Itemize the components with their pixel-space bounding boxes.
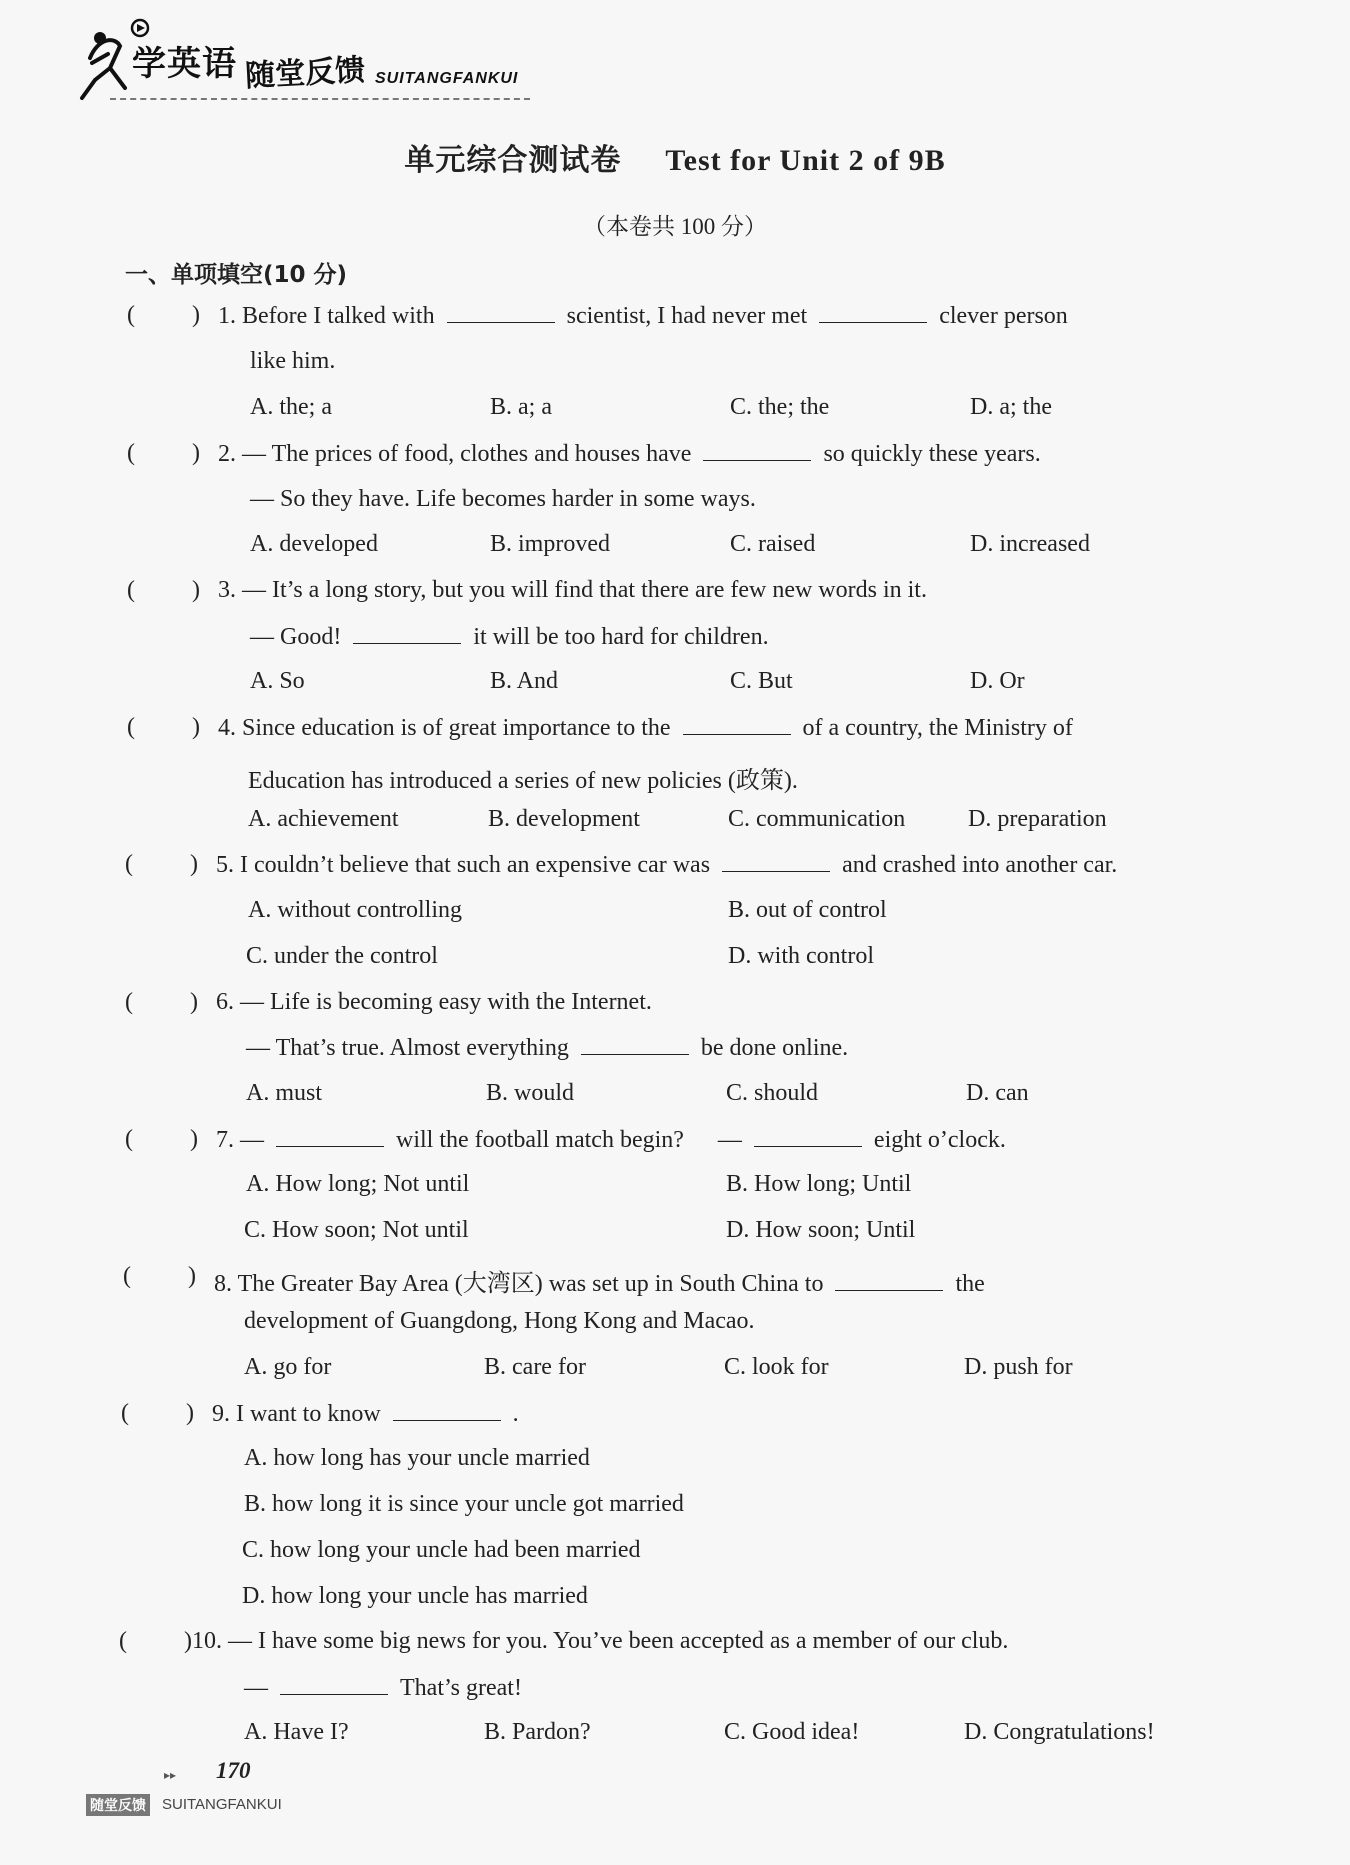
- question-text: The Greater Bay Area (大湾区) was set up in South China to: [237, 1271, 824, 1297]
- question-text: Since education is of great importance to the: [242, 715, 671, 741]
- answer-paren-open: (: [121, 1400, 129, 1426]
- option-c: C. how long your uncle had been married: [242, 1537, 641, 1563]
- answer-paren-open: (: [123, 1263, 131, 1289]
- question-number: 5.: [216, 852, 234, 878]
- question-3: [218, 577, 927, 604]
- option-a: A. without controlling: [248, 897, 462, 923]
- question-number: 9.: [212, 1401, 230, 1427]
- answer-paren-close: ): [192, 577, 200, 603]
- blank: [683, 714, 791, 735]
- option-c: C. raised: [730, 531, 816, 557]
- option-b: B. improved: [490, 531, 610, 557]
- section-heading: 一、单项填空(10 分): [125, 262, 348, 288]
- option-d: D. can: [966, 1080, 1029, 1106]
- option-a: A. Have I?: [244, 1719, 349, 1745]
- score-note: （本卷共 100 分）: [583, 214, 767, 239]
- option-c: C. communication: [728, 806, 906, 832]
- answer-paren-close: ): [190, 1126, 198, 1152]
- option-c: C. under the control: [246, 943, 438, 969]
- question-text: I want to know: [236, 1401, 381, 1427]
- question-text: — The prices of food, clothes and houses have: [242, 441, 692, 467]
- answer-paren-open: (: [127, 440, 135, 466]
- answer-paren-close: ): [192, 440, 200, 466]
- answer-paren-close: ): [192, 302, 200, 328]
- option-d: D. push for: [964, 1354, 1073, 1380]
- double-arrow-icon: ▸▸: [164, 1768, 177, 1782]
- option-a: A. go for: [244, 1354, 332, 1380]
- question-text: it will be too hard for children.: [473, 624, 769, 650]
- blank: [280, 1674, 388, 1695]
- option-d: D. preparation: [968, 806, 1107, 832]
- option-c: C. Good idea!: [724, 1719, 860, 1745]
- option-d: D. with control: [728, 943, 874, 969]
- question-number: )10.: [184, 1628, 222, 1654]
- question-text: —: [717, 1127, 742, 1153]
- option-c: C. look for: [724, 1354, 829, 1380]
- question-number: 2.: [218, 441, 236, 467]
- option-c: C. the; the: [730, 394, 830, 420]
- question-text: be done online.: [700, 1035, 849, 1061]
- blank: [835, 1270, 943, 1291]
- page-number: 170: [216, 1758, 251, 1783]
- blank: [703, 440, 811, 461]
- question-text: like him.: [250, 348, 336, 374]
- footer-tag: 随堂反馈: [86, 1794, 150, 1816]
- option-a: A. developed: [250, 531, 378, 557]
- question-text: .: [512, 1401, 519, 1427]
- option-a: A. how long has your uncle married: [244, 1445, 590, 1471]
- answer-paren-open: (: [125, 851, 133, 877]
- answer-paren-close: ): [190, 851, 198, 877]
- page-footer: [86, 1758, 386, 1838]
- question-10-line-2: [244, 1674, 522, 1702]
- question-text: Before I talked with: [242, 303, 435, 329]
- question-6-line-2: [246, 1034, 848, 1062]
- question-text: — That’s true. Almost everything: [246, 1035, 569, 1061]
- title-chinese: 单元综合测试卷: [404, 143, 622, 178]
- question-number: 3.: [218, 577, 236, 603]
- option-b: B. a; a: [490, 394, 552, 420]
- question-3-line-2: [250, 623, 769, 651]
- question-number: 1.: [218, 303, 236, 329]
- answer-paren-open: (: [127, 577, 135, 603]
- option-a: A. the; a: [250, 394, 332, 420]
- brand-main-text: 学英语: [132, 44, 237, 84]
- question-10: [184, 1628, 1008, 1655]
- question-7: [216, 1126, 1006, 1154]
- question-6: [216, 989, 652, 1016]
- option-b: B. care for: [484, 1354, 586, 1380]
- blank: [722, 851, 830, 872]
- option-d: D. increased: [970, 531, 1090, 557]
- answer-paren-close: ): [188, 1263, 196, 1289]
- question-text: Education has introduced a series of new policies (政策).: [248, 768, 798, 794]
- question-8: [214, 1263, 985, 1298]
- option-d: D. how long your uncle has married: [242, 1583, 588, 1609]
- blank: [447, 302, 555, 323]
- question-text: will the football match begin?: [396, 1127, 684, 1153]
- option-a: A. How long; Not until: [246, 1171, 470, 1197]
- option-b: B. development: [488, 806, 640, 832]
- option-d: D. Congratulations!: [964, 1719, 1155, 1745]
- page-title: [0, 135, 1350, 179]
- answer-paren-open: (: [125, 1126, 133, 1152]
- question-2: [218, 440, 1041, 468]
- question-text: so quickly these years.: [823, 441, 1041, 467]
- answer-paren-open: (: [127, 302, 135, 328]
- brand-pinyin: SUITANGFANKUI: [375, 70, 519, 87]
- question-text: — Good!: [250, 624, 342, 650]
- option-b: B. would: [486, 1080, 575, 1106]
- question-text: the: [955, 1271, 985, 1297]
- question-text: of a country, the Ministry of: [802, 715, 1073, 741]
- answer-paren-close: ): [192, 714, 200, 740]
- answer-paren-open: (: [125, 989, 133, 1015]
- question-1: [218, 302, 1068, 330]
- option-b: B. out of control: [728, 897, 887, 923]
- question-text: —: [240, 1127, 264, 1153]
- option-d: D. How soon; Until: [726, 1217, 916, 1243]
- blank: [581, 1034, 689, 1055]
- question-text: I couldn’t believe that such an expensive car was: [240, 852, 711, 878]
- question-text: eight o’clock.: [873, 1127, 1006, 1153]
- brand-header: [70, 18, 550, 110]
- answer-paren-open: (: [119, 1628, 127, 1654]
- question-5: [216, 851, 1117, 879]
- question-number: 8.: [214, 1271, 232, 1297]
- option-a: A. achievement: [248, 806, 399, 832]
- question-text: — So they have. Life becomes harder in some ways.: [250, 486, 756, 512]
- option-b: B. Pardon?: [484, 1719, 591, 1745]
- question-text: — I have some big news for you. You’ve been accepted as a member of our club.: [228, 1628, 1009, 1654]
- question-text: — It’s a long story, but you will find that there are few new words in it.: [242, 577, 927, 603]
- answer-paren-close: ): [190, 989, 198, 1015]
- question-text: — Life is becoming easy with the Internet.: [240, 989, 652, 1015]
- option-a: A. So: [250, 668, 305, 694]
- option-a: A. must: [246, 1080, 323, 1106]
- answer-paren-close: ): [186, 1400, 194, 1426]
- option-c: C. should: [726, 1080, 819, 1106]
- option-c: C. But: [730, 668, 793, 694]
- question-number: 6.: [216, 989, 234, 1015]
- question-text: and crashed into another car.: [842, 852, 1118, 878]
- question-text: clever person: [939, 303, 1068, 329]
- option-b: B. how long it is since your uncle got married: [244, 1491, 684, 1517]
- option-c: C. How soon; Not until: [244, 1217, 469, 1243]
- question-9: [212, 1400, 519, 1428]
- question-text: —: [244, 1675, 268, 1701]
- header-divider: [110, 98, 530, 100]
- blank: [276, 1126, 384, 1147]
- option-b: B. How long; Until: [726, 1171, 912, 1197]
- blank: [353, 623, 461, 644]
- blank: [393, 1400, 501, 1421]
- option-d: D. a; the: [970, 394, 1052, 420]
- option-d: D. Or: [970, 668, 1025, 694]
- question-text: scientist, I had never met: [566, 303, 808, 329]
- blank: [819, 302, 927, 323]
- question-4: [218, 714, 1073, 742]
- option-b: B. And: [490, 668, 559, 694]
- question-text: development of Guangdong, Hong Kong and Macao.: [244, 1308, 755, 1334]
- brand-sub-text: 随堂反馈: [244, 52, 367, 95]
- question-number: 4.: [218, 715, 236, 741]
- answer-paren-open: (: [127, 714, 135, 740]
- question-text: That’s great!: [400, 1675, 522, 1701]
- footer-pinyin: SUITANGFANKUI: [162, 1796, 282, 1813]
- blank: [754, 1126, 862, 1147]
- question-number: 7.: [216, 1127, 234, 1153]
- title-english: Test for Unit 2 of 9B: [665, 144, 946, 177]
